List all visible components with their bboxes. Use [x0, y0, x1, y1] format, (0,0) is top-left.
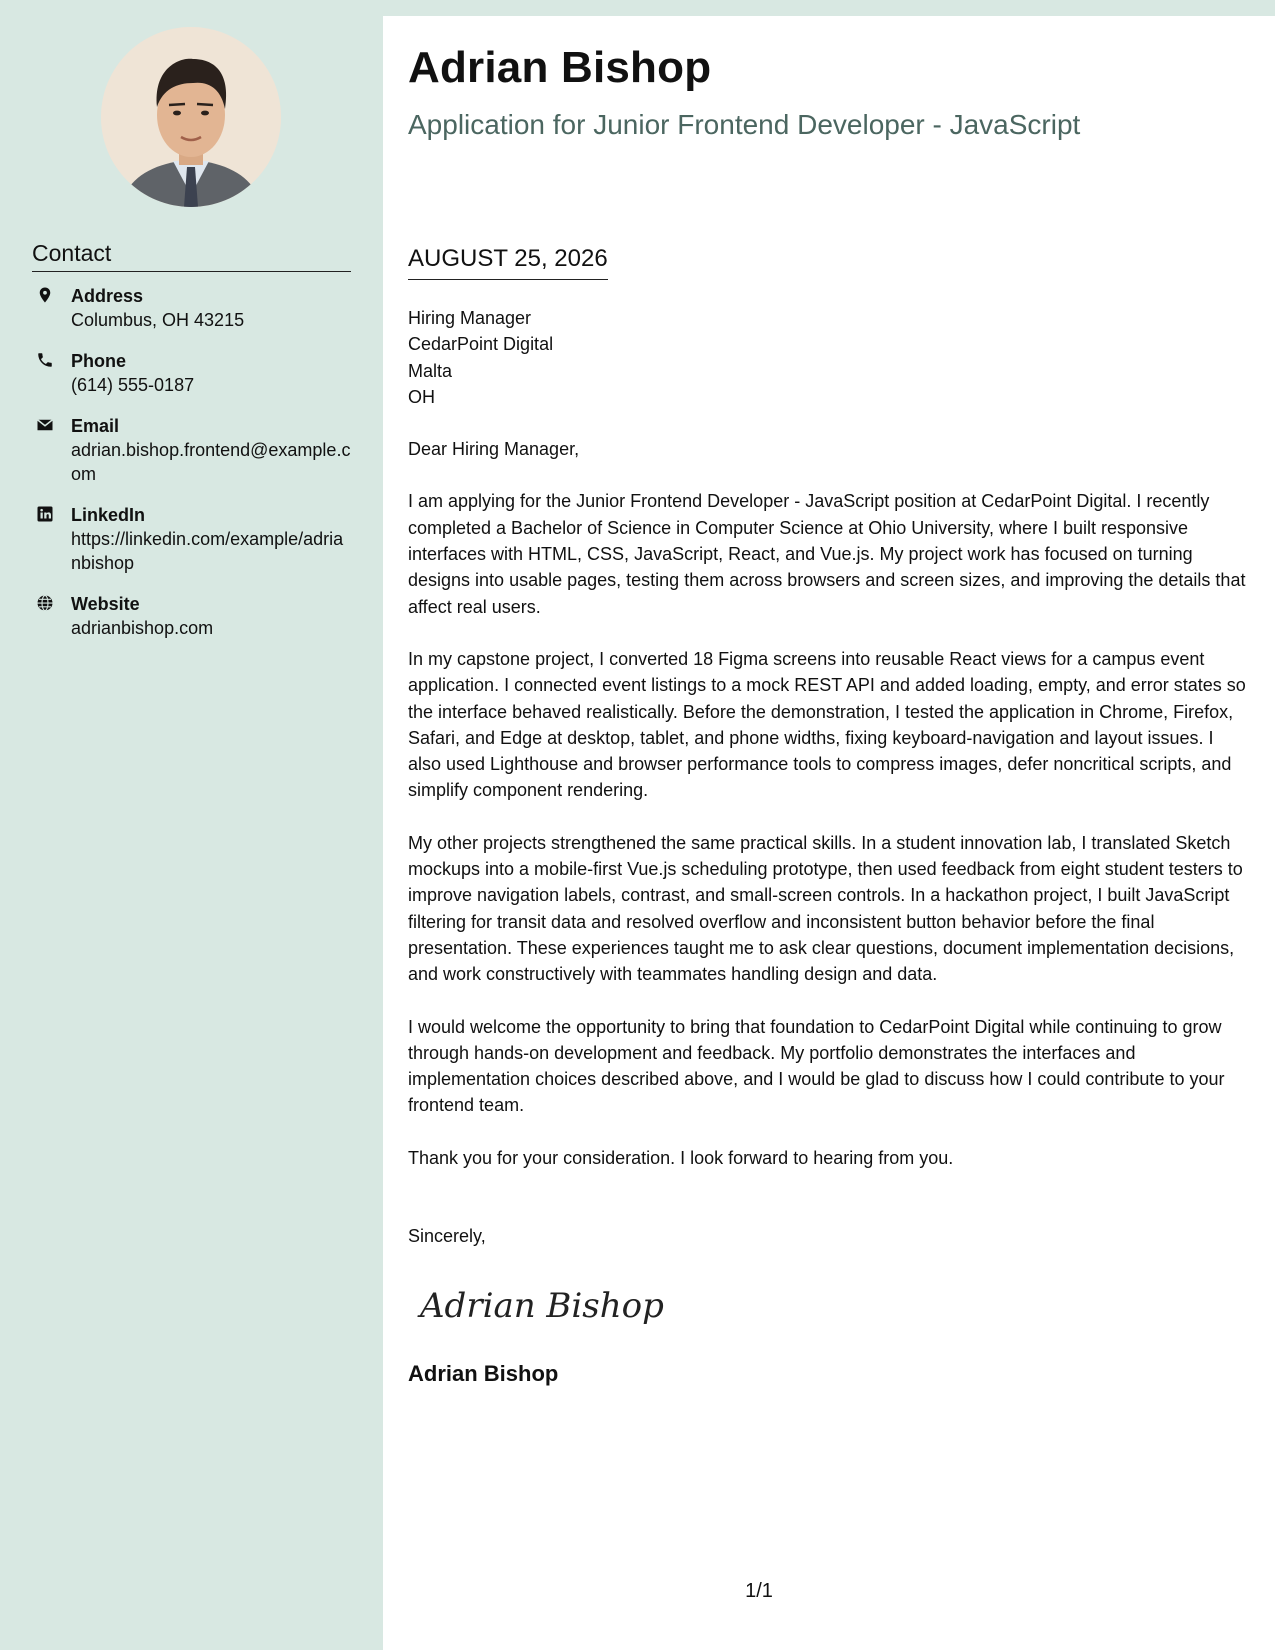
contact-value: (614) 555-0187: [71, 375, 195, 395]
phone-icon: [36, 351, 54, 369]
profile-photo: [101, 27, 281, 207]
contact-label: Address: [71, 286, 144, 306]
closing: Sincerely,: [408, 1226, 486, 1247]
letter-paragraph: My other projects strengthened the same practical skills. In a student innovation lab, I translated Sketch mockups into a mobile-first Vue.js scheduling prototype, then used feedback from eight student testers to improve navigation labels, contrast, and small-screen controls. In a hackathon project, I built JavaScript filtering for transit data and resolved overflow and inconsistent button behavior before the final presentation. These experiences taught me to ask clear questions, document implementation decisions, and work constructively with teammates handling design and data.: [408, 832, 1243, 985]
applicant-name: Adrian Bishop: [408, 43, 712, 92]
signer-name: Adrian Bishop: [408, 1361, 559, 1387]
letter-main: [383, 16, 1275, 1650]
letter-paragraph: Thank you for your consideration. I look forward to hearing from you.: [408, 1147, 954, 1168]
contact-value[interactable]: adrianbishop.com: [71, 618, 214, 638]
letter-paragraph: I am applying for the Junior Frontend Developer - JavaScript position at CedarPoint Digital. I recently completed a Bachelor of Science in Computer Science at Ohio University, where I built responsive interfaces with HTML, CSS, JavaScript, React, and Vue.js. My project work has focused on turning designs into usable pages, testing them across browsers and screen sizes, and improving the details that affect real users.: [408, 491, 1246, 617]
contact-linkedin: [32, 503, 352, 575]
contact-phone: [32, 349, 352, 397]
contact-list: [32, 284, 352, 657]
globe-icon: [36, 594, 54, 612]
linkedin-icon: [36, 505, 54, 523]
contact-website: [32, 592, 352, 640]
recipient-line: Hiring Manager: [408, 308, 532, 328]
recipient-line: Malta: [408, 360, 453, 381]
envelope-icon: [36, 416, 54, 434]
profile-photo-image: [101, 27, 281, 207]
letter-date: AUGUST 25, 2026: [408, 245, 608, 280]
salutation: Dear Hiring Manager,: [408, 439, 580, 460]
recipient-block: [408, 305, 1248, 410]
contact-address: [32, 284, 352, 332]
recipient-line: OH: [408, 386, 435, 407]
contact-email: [32, 414, 352, 486]
letter-body: [408, 305, 1248, 1388]
contact-section-title: Contact: [32, 240, 351, 272]
contact-value[interactable]: adrian.bishop.frontend@example.com: [71, 440, 351, 484]
signature: [408, 1269, 668, 1339]
letter-paragraph: In my capstone project, I converted 18 Figma screens into reusable React views for a campus event application. I connected event listings to a mock REST API and added loading, empty, and error states so the interface behaved realistically. Before the demonstration, I tested the application in Chrome, Firefox, Safari, and Edge at desktop, tablet, and phone widths, fixing keyboard-navigation and layout issues. I also used Lighthouse and browser performance tools to compress images, defer noncritical scripts, and simplify component rendering.: [408, 648, 1246, 801]
contact-value[interactable]: https://linkedin.com/example/adrianbishop: [71, 529, 344, 573]
recipient-line: CedarPoint Digital: [408, 334, 554, 355]
contact-label: Phone: [71, 351, 127, 371]
contact-label: Website: [71, 594, 140, 614]
application-subtitle: Application for Junior Frontend Developer - JavaScript: [408, 109, 1081, 140]
map-pin-icon: [36, 286, 54, 304]
contact-label: LinkedIn: [71, 505, 146, 525]
page-number: 1/1: [745, 1580, 773, 1602]
contact-label: Email: [71, 416, 120, 436]
contact-value: Columbus, OH 43215: [71, 310, 245, 330]
signature-text: Adrian Bishop: [420, 1286, 664, 1327]
sidebar: [0, 0, 383, 1650]
letter-paragraph: I would welcome the opportunity to bring that foundation to CedarPoint Digital while continuing to grow through hands-on development and feedback. My portfolio demonstrates the interfaces and implementation choices described above, and I would be glad to discuss how I could contribute to your frontend team.: [408, 1016, 1225, 1116]
